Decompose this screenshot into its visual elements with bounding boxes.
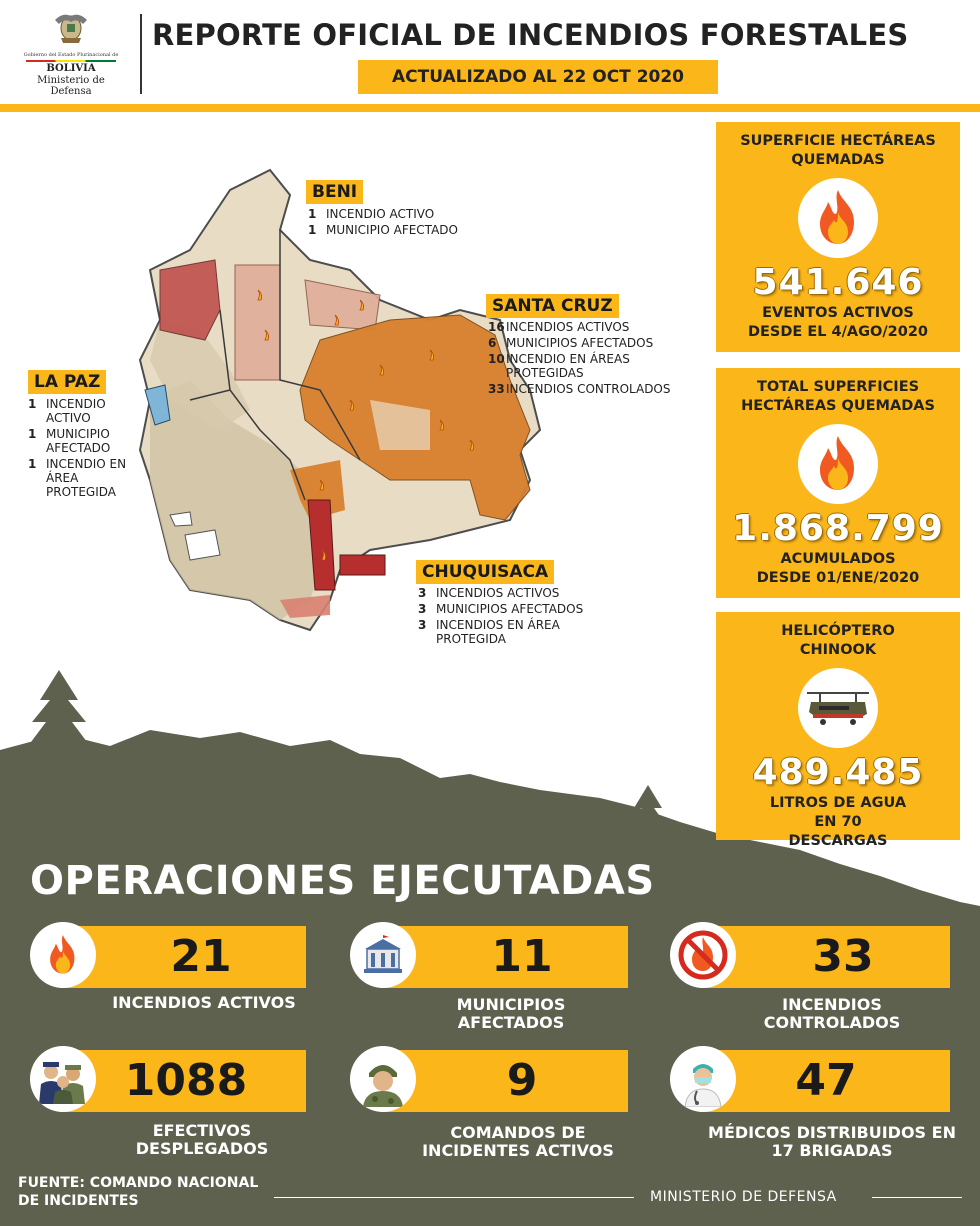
- panel-value: 541.646: [752, 262, 924, 303]
- stat-label: MÉDICOS DISTRIBUIDOS EN 17 BRIGADAS: [708, 1123, 956, 1160]
- header: [0, 0, 980, 104]
- list-item: 33 INCENDIOS CONTROLADOS: [488, 382, 671, 396]
- dept-chuquisaca-tag: CHUQUISACA: [416, 560, 554, 584]
- stat-label: INCENDIOS ACTIVOS: [112, 993, 296, 1012]
- panel-total-hectares: [716, 368, 960, 598]
- panel-value: 1.868.799: [732, 508, 944, 549]
- panel-value: 489.485: [752, 752, 924, 793]
- stat-deployed-personnel: [30, 1044, 306, 1112]
- update-date-badge: ACTUALIZADO AL 22 OCT 2020: [358, 60, 718, 94]
- soldiers-icon: [30, 1046, 96, 1112]
- dept-beni-tag: BENI: [306, 180, 363, 204]
- logo-government-line: Gobierno del Estado Plurinacional de: [23, 52, 119, 58]
- list-item: 3 INCENDIOS ACTIVOS: [418, 586, 560, 600]
- source-note: FUENTE: COMANDO NACIONAL DE INCIDENTES: [18, 1175, 259, 1209]
- panel-hectares-burned: [716, 122, 960, 352]
- doctor-icon: [670, 1046, 736, 1112]
- page-title: REPORTE OFICIAL DE INCENDIOS FORESTALES: [152, 18, 909, 52]
- stat-label: MUNICIPIOS AFECTADOS: [456, 995, 566, 1032]
- header-divider: [140, 14, 142, 94]
- stat-incident-commands: [350, 1044, 628, 1112]
- stat-controlled-fires: [670, 920, 950, 988]
- dept-chuquisaca-list: [418, 586, 618, 648]
- dept-la-paz-list: [28, 397, 136, 501]
- panel-heading: TOTAL SUPERFICIES HECTÁREAS QUEMADAS: [741, 379, 935, 414]
- stat-label: COMANDOS DE INCIDENTES ACTIVOS: [422, 1123, 614, 1160]
- list-item: 1 INCENDIO ACTIVO: [308, 207, 435, 221]
- stat-value: 33: [812, 931, 874, 982]
- dept-beni-list: [308, 207, 508, 239]
- dept-santa-cruz-tag: SANTA CRUZ: [486, 294, 619, 318]
- stat-value: 11: [491, 931, 553, 982]
- logo-ministry-line1: Ministerio de: [37, 75, 105, 86]
- no-fire-icon: [670, 922, 736, 988]
- footer-divider: [274, 1197, 634, 1198]
- municipal-building-icon: [350, 922, 416, 988]
- list-item: 1 MUNICIPIO AFECTADO: [308, 223, 458, 237]
- panel-footer: ACUMULADOS DESDE 01/ENE/2020: [756, 551, 920, 586]
- stat-doctors: [670, 1044, 950, 1112]
- ministry-logo: [18, 10, 124, 98]
- fire-icon: [30, 922, 96, 988]
- list-item: 1 MUNICIPIO AFECTADO: [28, 427, 111, 455]
- soldier-icon: [350, 1046, 416, 1112]
- panel-icon-circle: [798, 668, 878, 748]
- stat-label: INCENDIOS CONTROLADOS: [763, 995, 901, 1032]
- list-item: 10 INCENDIO EN ÁREAS PROTEGIDAS: [488, 352, 630, 380]
- logo-ministry-line2: Defensa: [50, 86, 92, 97]
- stat-active-fires: [30, 920, 306, 988]
- la-paz-affected-area: [160, 260, 220, 340]
- panel-chinook: [716, 612, 960, 849]
- panel-heading: SUPERFICIE HECTÁREAS QUEMADAS: [740, 133, 936, 168]
- panel-icon-circle: [798, 424, 878, 504]
- list-item: 16 INCENDIOS ACTIVOS: [488, 320, 630, 334]
- header-accent-bar: [0, 104, 980, 112]
- panel-heading: HELICÓPTERO CHINOOK: [781, 623, 895, 658]
- logo-country: BOLIVIA: [46, 63, 96, 74]
- footer-divider: [872, 1197, 962, 1198]
- fire-icon: [810, 434, 866, 494]
- footer-ministry: MINISTERIO DE DEFENSA: [650, 1189, 837, 1205]
- panel-icon-circle: [798, 178, 878, 258]
- beni-affected-area: [235, 265, 280, 380]
- list-item: 1 INCENDIO EN ÁREA PROTEGIDA: [28, 457, 127, 499]
- stat-value: 1088: [124, 1055, 248, 1106]
- dept-la-paz-tag: LA PAZ: [28, 370, 106, 394]
- flag-stripe: [26, 60, 116, 62]
- list-item: 6 MUNICIPIOS AFECTADOS: [488, 336, 654, 350]
- list-item: 3 INCENDIOS EN ÁREA PROTEGIDA: [418, 618, 560, 646]
- stat-value: 47: [795, 1055, 857, 1106]
- list-item: 3 MUNICIPIOS AFECTADOS: [418, 602, 584, 616]
- stat-value: 9: [506, 1055, 538, 1106]
- stat-label: EFECTIVOS DESPLEGADOS: [135, 1121, 269, 1158]
- helicopter-icon: [803, 688, 873, 728]
- stat-value: 21: [170, 931, 232, 982]
- panel-footer: LITROS DE AGUA EN 70 DESCARGAS: [769, 795, 907, 849]
- fire-icon: [810, 188, 866, 248]
- dept-santa-cruz-list: [488, 320, 708, 398]
- operations-title: OPERACIONES EJECUTADAS: [30, 858, 655, 904]
- panel-footer: EVENTOS ACTIVOS DESDE EL 4/AGO/2020: [747, 305, 929, 340]
- coat-of-arms-icon: [49, 10, 93, 46]
- list-item: 1 INCENDIO ACTIVO: [28, 397, 106, 425]
- stat-affected-municipalities: [350, 920, 628, 988]
